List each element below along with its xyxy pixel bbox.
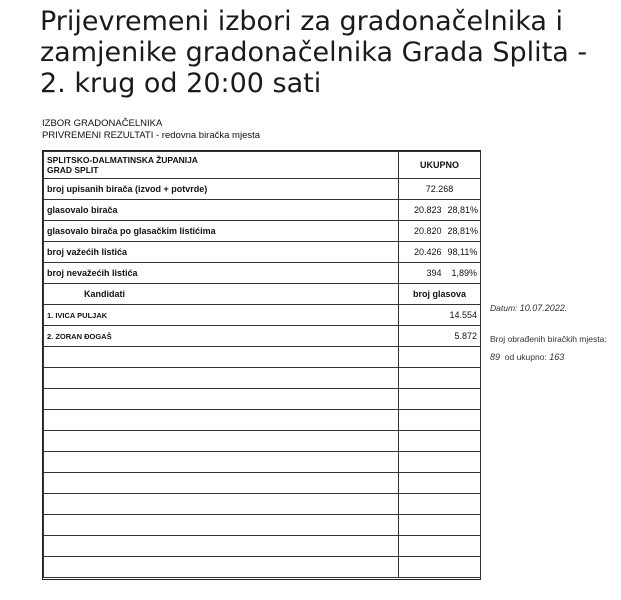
report-header bbox=[42, 118, 260, 142]
region-city: GRAD SPLIT bbox=[47, 165, 99, 175]
stat-label: broj važećih listića bbox=[44, 242, 399, 263]
stat-label: glasovalo birača po glasačkim listićima bbox=[44, 221, 399, 242]
candidate-votes: 14.554 bbox=[399, 305, 481, 326]
candidates-header: Kandidati bbox=[44, 284, 399, 305]
date-info bbox=[490, 303, 567, 313]
empty-row bbox=[44, 536, 481, 557]
date-label: Datum: bbox=[490, 303, 518, 313]
stat-row bbox=[44, 263, 481, 284]
empty-row bbox=[44, 410, 481, 431]
stat-percent: 1,89% bbox=[445, 263, 481, 284]
page-title: Prijevremeni izbori za gradonačelnika i zamjenike gradonačelnika Grada Splita - 2. krug od 20:00 sati bbox=[40, 6, 588, 99]
processed-info bbox=[490, 352, 564, 362]
report-line-1: IZBOR GRADONAČELNIKA bbox=[42, 118, 163, 129]
of-total-label: od ukupno: bbox=[504, 352, 547, 362]
empty-row bbox=[44, 515, 481, 536]
empty-row bbox=[44, 431, 481, 452]
processed-label: Broj obrađenih biračkih mjesta: bbox=[490, 334, 607, 344]
candidate-row bbox=[44, 305, 481, 326]
empty-row bbox=[44, 452, 481, 473]
stat-row bbox=[44, 179, 481, 200]
stat-value: 20.823 bbox=[399, 200, 445, 221]
date-value: 10.07.2022. bbox=[519, 303, 568, 313]
processed-value: 89 bbox=[490, 352, 501, 362]
stat-row bbox=[44, 242, 481, 263]
report-line-2: PRIVREMENI REZULTATI - redovna biračka mjesta bbox=[42, 130, 261, 141]
stat-value: 394 bbox=[399, 263, 445, 284]
region-county: SPLITSKO-DALMATINSKA ŽUPANIJA bbox=[47, 155, 198, 165]
stat-label: glasovalo birača bbox=[44, 200, 399, 221]
candidate-name: 2. ZORAN ĐOGAŠ bbox=[44, 326, 399, 347]
empty-row bbox=[44, 494, 481, 515]
stat-label: broj nevažećih listića bbox=[44, 263, 399, 284]
stat-percent: 98,11% bbox=[445, 242, 481, 263]
candidate-row bbox=[44, 326, 481, 347]
candidate-votes: 5.872 bbox=[399, 326, 481, 347]
empty-row bbox=[44, 368, 481, 389]
results-sheet bbox=[42, 150, 481, 580]
stat-percent: 28,81% bbox=[445, 200, 481, 221]
candidate-name: 1. IVICA PULJAK bbox=[44, 305, 399, 326]
empty-row bbox=[44, 347, 481, 368]
stat-value: 20.426 bbox=[399, 242, 445, 263]
total-value: 163 bbox=[549, 352, 565, 362]
stat-row bbox=[44, 221, 481, 242]
stat-label: broj upisanih birača (izvod + potvrde) bbox=[44, 179, 399, 200]
results-table bbox=[43, 151, 481, 578]
empty-row bbox=[44, 473, 481, 494]
total-header: UKUPNO bbox=[399, 152, 481, 179]
stat-value: 72.268 bbox=[399, 179, 481, 200]
empty-row bbox=[44, 557, 481, 578]
stat-value: 20.820 bbox=[399, 221, 445, 242]
region-cell bbox=[44, 152, 399, 179]
stat-row bbox=[44, 200, 481, 221]
stat-percent: 28,81% bbox=[445, 221, 481, 242]
votes-header: broj glasova bbox=[399, 284, 481, 305]
empty-row bbox=[44, 389, 481, 410]
